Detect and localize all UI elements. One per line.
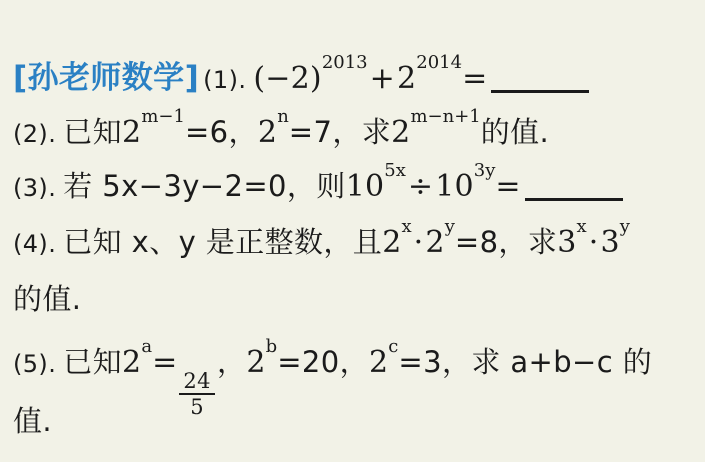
problem-2-lead: 已知	[63, 115, 123, 149]
problem-4-wrap-row	[13, 277, 81, 318]
exponent: b	[265, 335, 278, 357]
power-base: 2	[382, 225, 402, 260]
problem-5-row	[13, 335, 653, 420]
problem-3-number: (3).	[13, 174, 57, 202]
problem-1-row	[13, 52, 589, 97]
multiply-dot: ·	[588, 225, 599, 260]
equation-part: =20，	[277, 345, 369, 379]
power-base: 2	[122, 345, 142, 380]
power-base: 2	[257, 115, 278, 150]
problem-3-row	[13, 159, 623, 205]
power-base: 2	[425, 225, 445, 260]
brand-label: [孙老师数学]	[13, 60, 200, 96]
problem-5-tail: 值.	[13, 404, 53, 438]
equals-sign: =	[462, 61, 488, 96]
problem-4-lead: 已知 x、y 是正整数，且	[63, 225, 383, 259]
plus-operator: +	[369, 61, 395, 96]
exponent: c	[388, 335, 399, 357]
power-base: 3	[557, 225, 577, 260]
exponent: y	[444, 215, 455, 237]
power-term	[382, 215, 455, 260]
problem-2-tail: 的值.	[480, 115, 550, 149]
power-base: 3	[600, 225, 620, 260]
exponent: 2013	[321, 51, 368, 73]
power-base: (−2)	[253, 61, 322, 96]
exponent: n	[277, 105, 289, 127]
power-base: 2	[369, 345, 389, 380]
ask-word: 求	[361, 115, 392, 149]
fraction-denominator: 5	[179, 393, 215, 419]
divide-operator: ÷	[407, 169, 434, 204]
exponent: 5x	[384, 159, 406, 181]
problem-3-lead: 若 5x−3y−2=0，则	[63, 169, 346, 203]
power-base: 2	[391, 115, 411, 150]
equals-sign: =	[495, 169, 521, 204]
power-term	[369, 335, 399, 380]
problem-1-expression	[253, 51, 488, 96]
problem-5-lead: 已知	[63, 345, 123, 379]
power-base: 10	[345, 169, 385, 204]
problem-5-wrap-row	[13, 399, 52, 440]
fraction-numerator: 24	[183, 369, 211, 393]
exponent: 3y	[473, 159, 496, 181]
answer-blank-underline	[525, 171, 623, 201]
exponent: 2014	[416, 51, 463, 73]
power-term	[122, 105, 185, 150]
power-term	[122, 335, 178, 380]
fraction	[179, 369, 215, 419]
equation-part: =7，	[288, 115, 362, 149]
problem-4-row	[13, 215, 630, 261]
exponent: m−1	[141, 105, 185, 127]
problem-4-tail: 的值.	[13, 282, 82, 316]
multiply-dot: ·	[413, 225, 424, 260]
power-term	[246, 335, 278, 380]
exponent: y	[619, 215, 630, 237]
power-term	[557, 215, 630, 260]
answer-blank-underline	[491, 63, 589, 93]
comma: ，	[216, 345, 247, 379]
power-base: 10	[435, 169, 474, 204]
exponent: x	[576, 215, 587, 237]
equation-part: =8，求	[454, 225, 558, 259]
ask-phrase: 求 a+b−c 的	[471, 345, 653, 379]
problem-4-number: (4).	[13, 230, 57, 258]
equation-part: =3，	[398, 345, 472, 379]
problem-2-row	[13, 105, 550, 151]
power-term	[391, 105, 481, 150]
problem-2-number: (2).	[13, 120, 57, 148]
power-term	[257, 105, 289, 150]
exponent: a	[141, 335, 153, 357]
power-base: 2	[122, 115, 142, 150]
problem-5-number: (5).	[13, 350, 57, 378]
power-base: 2	[396, 61, 417, 96]
equation-part: =6，	[184, 115, 258, 149]
problem-1-number: (1).	[203, 66, 247, 94]
power-base: 2	[246, 345, 266, 380]
power-term	[345, 159, 521, 204]
equals-sign: =	[152, 345, 178, 380]
exponent: m−n+1	[410, 105, 481, 127]
exponent: x	[401, 215, 412, 237]
